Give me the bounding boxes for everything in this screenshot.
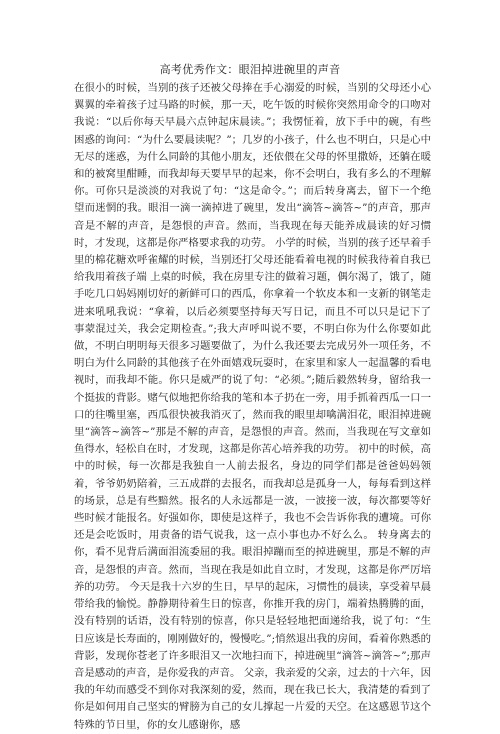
essay-body: 在很小的时候，当别的孩子还被父母捧在手心溺爱的时候，当别的父母还小心翼翼的牵着孩子过马路的时候，那一天，吃午饭的时候你突然用命令的口吻对我说：“以后你每天早晨六点钟起床晨读。”；我愣怔着，放下手中的碗，有些困惑的询问：“为什么要晨读呢？”；几岁的小孩子，什么也不明白，只是心中无尽的迷惑，为什么同龄的其他小朋友，还依偎在父母的怀里撒娇，还躺在暖和的被窝里酣睡，而我却每天要早早的起来，你不会明白，我有多么的不理解你。可你只是淡淡的对我说了句：“这是命令。”；而后转身离去，留下一个绝望而迷惘的我。眼泪一滴一滴掉进了碗里，发出“滴答~滴答~”的声音，那声音是不解的声音，是怨恨的声音。然而，当我现在每天能养成晨读的好习惯时，才发现，这都是你严格要求我的功劳。 小学的时候，当别的孩子还早着手里的棉花糖欢呼雀耀的时候，当别还打父母还能看着电视的时候我待着自我已给我用着孩子端 上桌的时候，我在房里专注的做着习题，偶尔渴了，饿了，随手吃几口妈妈刚切好的新鲜可口的西瓜，你拿着一个软皮本和一支新的钢笔走进来吼吼我说：“拿着，以后必须要坚持每天写日记，而且不可以只是记下了事蒙混过关，我会定期检查。”;我大声呼叫说不要，不明白你为什么你要如此做，不明白明明每天很多习题要做了，为什么我还要去完成另外一项任务，不明白为什么同龄的其他孩子在外面嬉戏玩耍时，在家里和家人一起温馨的看电视时，而我却不能。你只是威严的说了句：“必须。”;随后毅然转身，留给我一个挺拔的背影。赌气似地把你给我的笔和本子扔在一旁，用手抓着西瓜一口一口的往嘴里塞，西瓜很快被我消灭了，然而我的眼里却噙满泪花，眼泪掉进碗里“滴答~滴答~”那是不解的声音，是怨恨的声音。然而，当我现在写文章如鱼得水，轻松自在时，才发现，这都是你苦心培养我的功劳。 初中的时候，高中的时候，每一次都是我独自一人前去报名，身边的同学们都是爸爸妈妈领着，爷爷奶奶陪着，三五成群的去报名，而我却总是孤身一人，每每看到这样的场景，总是有些黯然。报名的人永远都是一波，一波接一波，每次都要等好些时候才能报名。好强如你，即使是这样子，我也不会告诉你我的遭境。可你还是会吃饭时，用责备的语气说我，这一点小事也办不好么么。 转身离去的你，看不见背后满面泪流委屈的我。眼泪掉蹦而至的掉进碗里，那是不解的声音，是怨恨的声音。然而，当现在我是如此自立时，才发现，这都是你严厉培养的功劳。 今天是我十六岁的生日，早早的起床，习惯性的晨读，享受着早晨带给我的愉悦。静静期待着生日的惊喜，你推开我的房门，端着热腾腾的面，没有特别的话语，没有特别的惊喜，你只是轻轻地把面递给我，说了句：“生日应该是长寿面的，刚刚做好的，慢慢吃。”;悄然退出我的房间，看着你熟悉的背影，发现你苍老了许多眼泪又一次地扫而下，掉进碗里“滴答~滴答~”;那声音是感动的声音，是你爱我的声音。 父亲，我亲爱的父亲，过去的十六年，因我的年幼而感受不到你对我深刻的爱，然而，现在我已长大，我清楚的看到了你是如何用自己坚实的臂膀为自己的女儿撑起一片爱的天空。在这感恩节这个特殊的节日里，你的女儿感谢你，感: [74, 82, 431, 731]
document-title: 高考优秀作文：眼泪掉进碗里的声音: [159, 63, 341, 76]
